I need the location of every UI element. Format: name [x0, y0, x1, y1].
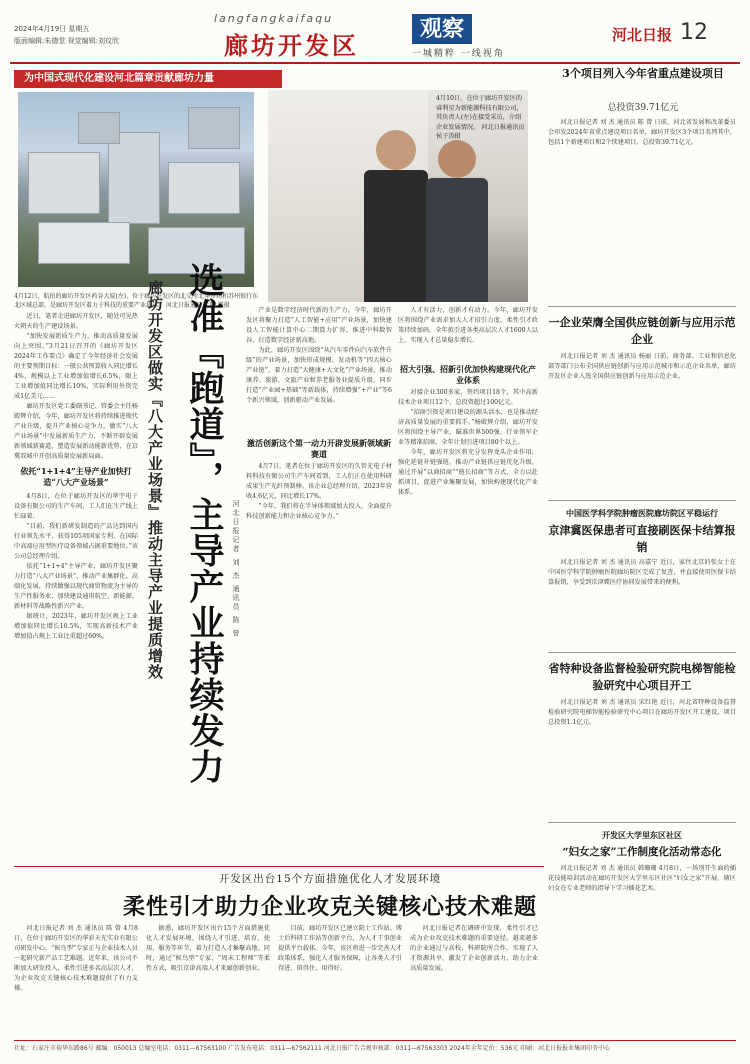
rc-text-3 — [548, 558, 736, 648]
paragraph: 河北日报记者 刘 杰 通讯员 陈 曾 日前，河北省发展和改革委员会印发2024年省重点建设项目名单，廊坊开发区3个项目名列其中，包括1个新建项目和2个续建项目，总投资39.71亿元。 — [548, 119, 736, 146]
rc-headline-5b: “妇女之家”工作制度化活动常态化 — [562, 846, 722, 858]
main-col3b — [246, 462, 392, 860]
newspaper-logo: 河北日报 — [612, 26, 673, 44]
rc-text-2 — [548, 352, 736, 496]
bottom-col2 — [146, 924, 270, 1036]
rc-headline-2: 一企业荣膺全国供应链创新与应用示范企业 — [548, 316, 736, 346]
rc-text-5 — [548, 864, 736, 1034]
divider — [548, 652, 736, 653]
guancha-badge: 观察 — [412, 14, 472, 44]
paragraph: “招商引资是项目建设的源头活水，也是推动经济高质量发展的重要抓手。”杨殿辉介绍，廊坊开发区将围绕主导产业，瞄准世界500强、行业领军企业等精准招商，全年计划引进项目80个以上。 — [398, 409, 538, 446]
main-col4a — [398, 306, 538, 362]
rc-text-4 — [548, 698, 736, 818]
paragraph: “今年，我们将在半导体领域加大投入，全面提升科技创新能力和企业核心竞争力。” — [246, 503, 392, 520]
editor-line: 版面编辑:朱德堂 视觉编辑:刘玟欣 — [14, 37, 119, 45]
rc-text-1 — [548, 118, 736, 302]
divider — [548, 500, 736, 501]
paragraph: 4月8日，在位于廊坊开发区的华宇电子设备有限公司的生产车间，工人们在生产线上忙碌着。 — [14, 493, 138, 520]
aerial-photo — [18, 92, 254, 287]
paragraph: 据悉，廊坊开发区出台15个方面措施优化人才发展环境，围绕人才引进、培育、使用、服务等环节，着力打造人才集聚高地。同时，通过“候鸟型”专家、“周末工程师”等柔性方式，吸引京津高端人才来廊创新创业。 — [146, 925, 270, 972]
section-title: 廊坊开发区 — [224, 31, 359, 60]
page-footer: 社址：石家庄市裕华东路86号 邮编：050013 总编室电话：0311—67563100 广告发布电话：0311—67562111 河北日报广告合规审核部：0311—67563303 2024年全年定价：536元 印刷：河北日报报业集团印务中心 — [14, 1045, 611, 1052]
paragraph: 产业是数字经济时代新的生产力。今年，廊坊开发区将聚力打造“人工智能+应用”产业场景，加快建设人工智能计算中心二期算力扩容，推进中科数智谷，打造数字经济新高地。 — [246, 307, 392, 344]
paragraph: 据统计，2023年，廊坊开发区规上工业增加值同比增长10.5%，实现高新技术产业增加值占规上工业比重超过60%。 — [14, 613, 138, 640]
rc-headline-1: 3个项目列入今年省重点建设项目 — [562, 67, 724, 80]
paragraph: 目前，廊坊开发区已建立院士工作站、博士后科研工作站等创新平台，为人才干事创业提供平台载体。今年，该区将进一步完善人才政策体系，强化人才服务保障，让各类人才引得进、留得住、用得好。 — [278, 925, 402, 972]
rc-subheadline-1: 总投资39.71亿元 — [607, 103, 679, 113]
main-col4b — [398, 388, 538, 860]
subhead-3: 招大引强、招新引优加快构建现代化产业体系 — [400, 364, 536, 385]
divider — [548, 306, 736, 307]
main-col3 — [246, 306, 392, 454]
paragraph: 河北日报记者 刘 杰 通讯员 宋红艳 近日，河北省特种设备监督检验研究院电梯智能检验研究中心项目在廊坊开发区开工建设，项目总投资1.1亿元。 — [548, 699, 736, 726]
paragraph: 今年，廊坊开发区将充分发挥龙头企业作用，强化延链补链强链，推动产业链供应链优化升级。通过开展“以商招商”“链长招商”等方式，全力以赴抓项目，促进产业集聚发展，加快构建现代化产业体系。 — [398, 449, 538, 496]
rc-headline-5a: 开发区大学里东区社区 — [602, 830, 682, 840]
paragraph: 4月7日，笔者在位于廊坊开发区的久智光电子材料科技有限公司生产车间看到，工人们正在使用科研成果生产光纤预制棒。该企业总经理介绍，2023年营收4.6亿元，同比增长17%。 — [246, 463, 392, 500]
paragraph: 河北日报记者 刘 杰 通讯员 高嘉宁 近日，家住北京的张女士在中国医学科学院肿瘤医院廊坊院区完成了复查，并直接使用医保卡结算报销，享受到京津冀医疗协同发展带来的便利。 — [548, 559, 736, 586]
section-slogan: 一城精粹 一线视角 — [412, 49, 505, 59]
divider — [548, 822, 736, 823]
page-header — [0, 0, 750, 66]
main-col2 — [14, 492, 138, 860]
rc-headline-3b: 京津冀医保患者可直接刷医保卡结算报销 — [548, 524, 736, 554]
paragraph: 河北日报记者 刘 杰 通讯员 陈 曾 4月8日，在位于廊坊开发区的华彩天光实业有限公司研发中心，“候鸟型”专家正与企业技术人员一起研究新产品工艺难题。近年来，该公司不断加大研发投入，柔性引进多名高层次人才，为企业攻克关键核心技术难题提供了有力支撑。 — [14, 925, 138, 992]
date-line: 2024年4月19日 星期五 — [14, 25, 90, 33]
main-byline: 河北日报记者 刘 杰 通讯员 陈 曾 — [232, 500, 240, 639]
paragraph: 为此，廊坊开发区围绕“从汽车零件向汽车软件升级”的产业场景，加快形成规模、发动机等“四大核心产业链”，着力打造“大健康+大文化”产业场景，推动康养、旅游、文旅产业和养老服务业提质升级，同步打造“产业园+基础”等新载体，持续增强“+产业”等6个新兴领域，创新驱动产业发展。 — [246, 347, 392, 404]
paragraph: 河北日报记者在调研中发现，柔性引才已成为企业攻克技术难题的重要途径。越来越多的企业通过与高校、科研院所合作，实现了人才资源共享，激发了企业创新活力，助力企业高质量发展。 — [410, 925, 538, 972]
rc-headline-3a: 中国医学科学院肿瘤医院廊坊院区平稳运行 — [566, 508, 718, 518]
paragraph: 近日，笔者走进廊坊开发区，随处可见热火朝天的生产建设场景。 — [14, 313, 138, 330]
paragraph: 依托“1+1+4”主导产业，廊坊开发区聚力打造“八大产业场景”，推动产业集群化、高端化发展，持续做强以现代商贸物流为主导的生产性服务业，加快建设通用航空、新能源、新材料等战略性新兴产业。 — [14, 563, 138, 610]
paragraph: 河北日报记者 刘 杰 通讯员 韩珊珊 4月8日，一场别开生面的插花技能培训活动在廊坊开发区大学里东区社区“妇女之家”开展，辖区妇女在专业老师的指导下学习插花艺术。 — [548, 865, 736, 892]
paragraph: 河北日报记者 刘 杰 通讯员 杨丽 日前，商务部、工业和信息化部等部门公布全国供应链创新与应用示范城市和示范企业名单，廊坊开发区企业入选全国供应链创新与应用示范企业。 — [548, 353, 736, 380]
main-kicker: 廊坊开发区做实『八大产业场景』推动主导产业提质增效 — [146, 280, 164, 680]
bottom-col4 — [410, 924, 538, 1036]
main-title: 选准『跑道』，主导产业持续发力 — [184, 262, 225, 785]
footer-rule — [14, 1040, 736, 1041]
photo1-caption: 4月12日，航拍的廊坊开发区药谷大厦(左)、位于廊坊开发区的北交所北华市场和苏州银行东北区域总部，是廊坊开发区着力于科技的重要产业载体。 河北日报通讯员 陈 谦摄 — [14, 293, 259, 309]
page-number: 12 — [680, 20, 708, 45]
section-pinyin: langfangkaifaqu — [214, 12, 334, 25]
paragraph: 人才有活力，创新才有动力。今年，廊坊开发区将围绕产业需求加大人才招引力度，柔性引才政策持续加码，全年拟引进各类高层次人才1600人以上，实现入才总量稳步增长。 — [398, 307, 538, 344]
bottom-rule — [14, 866, 544, 867]
paragraph: “加快发展新质生产力，推动高质量发展向上突围。”3月21日召开的《廊坊开发区2024年工作要点》确定了今年经济社会发展的主要预期目标：一般公共预算收入同比增长4%，规模以上工业增加值增长6.5%，限上工业增加值同比增长10%，实际利用外资完成1亿美元…… — [14, 333, 138, 400]
paragraph: 廊坊开发区党工委副书记、管委会主任杨殿辉介绍，今年，廊坊开发区将持续推进现代产业升级，提升产业核心竞争力，做实“八大产业场景”中发展新质生产力，不断开辟发展新领域新赛道，塑造发展新动能新优势，在京冀双城中开创高质量发展新局面。 — [14, 403, 138, 460]
paragraph: “目前，我们新研发制造的产品达到国内行业领先水平，获得105项国家专利，在国际中高端应用型医疗设备领域占据重要地位。”该公司总经理介绍。 — [14, 523, 138, 560]
bottom-title: 柔性引才助力企业攻克关键核心技术难题 — [122, 894, 537, 920]
rc-headline-4: 省特种设备监督检验研究院电梯智能检验研究中心项目开工 — [548, 662, 736, 692]
header-rule — [10, 62, 740, 64]
subhead-1: 依托“1+1+4”主导产业加快打造“八大产业场景” — [20, 466, 132, 487]
red-banner: 为中国式现代化建设河北篇章贡献廊坊力量 — [14, 70, 282, 88]
subhead-2: 激活创新这个第一动力开辟发展新领域新赛道 — [247, 438, 391, 459]
bottom-col3 — [278, 924, 402, 1036]
main-col1 — [14, 312, 138, 462]
bottom-kicker: 开发区出台15个方面措施优化人才发展环境 — [218, 873, 442, 885]
photo2-caption: 4月10日，在位于廊坊开发区的睿利星为新能源科技有限公司，其负责人(左)在接受采访，介绍企业发展情况。 河北日报通讯员 侯子涛摄 — [436, 95, 525, 140]
paragraph: 对接企业300多家，签约项目18个，其中高新技术企业项目12个，总投资超过100亿元。 — [398, 389, 538, 406]
bottom-col1 — [14, 924, 138, 1036]
